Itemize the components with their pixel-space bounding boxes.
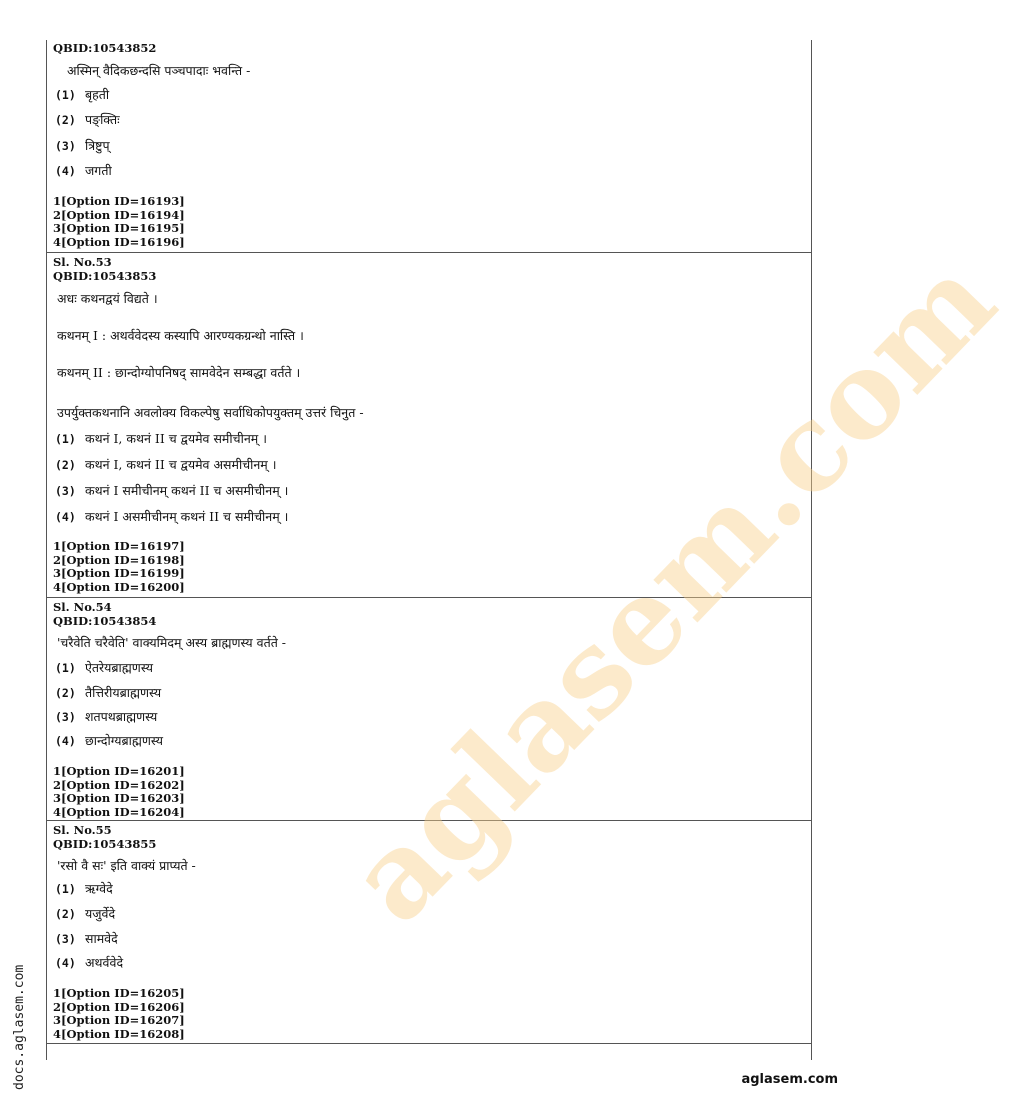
serial-number: Sl. No.55	[53, 823, 112, 837]
option-number: (2)	[55, 907, 76, 921]
serial-number: Sl. No.54	[53, 600, 112, 614]
option-id: 2[Option ID=16198]	[53, 552, 185, 567]
option-id: 1[Option ID=16197]	[53, 539, 185, 553]
option-text: तैत्तिरीयब्राह्मणस्य	[85, 685, 162, 700]
option-id: 1[Option ID=16201]	[53, 764, 185, 778]
question-text: 'चरैवेति चरैवेति' वाक्यमिदम् अस्य ब्राह्मणस्य वर्तते -	[57, 635, 287, 650]
option-2	[55, 111, 120, 128]
option-id: 3[Option ID=16203]	[53, 791, 185, 805]
qbid: QBID:10543852	[53, 41, 157, 55]
option-number: (2)	[55, 458, 76, 472]
option-id: 1[Option ID=16205]	[53, 986, 185, 1000]
serial-number: Sl. No.53	[53, 255, 112, 269]
option-id-list	[53, 987, 185, 1041]
option-number: (1)	[55, 432, 76, 446]
option-text: कथनं I समीचीनम् कथनं II च असमीचीनम् ।	[85, 483, 289, 498]
instruction-text: उपर्युक्तकथनानि अवलोक्य विकल्पेषु सर्वाधिकोपयुक्तम् उत्तरं चिनुत -	[57, 405, 364, 420]
option-text: पङ्क्तिः	[85, 112, 120, 127]
option-id-list	[53, 195, 185, 249]
option-text: कथनं I असमीचीनम् कथनं II च समीचीनम् ।	[85, 509, 289, 524]
qbid: QBID:10543855	[53, 837, 157, 851]
option-1	[55, 430, 267, 447]
option-id: 3[Option ID=16199]	[53, 566, 185, 580]
option-text: जगती	[85, 163, 112, 178]
footer-site-link[interactable]: aglasem.com	[741, 1072, 838, 1087]
option-1	[55, 880, 113, 897]
option-id-list	[53, 540, 185, 594]
option-text: यजुर्वेदे	[85, 906, 116, 921]
option-id: 1[Option ID=16193]	[53, 194, 185, 208]
statement-1: कथनम् I : अथर्ववेदस्य कस्यापि आरण्यकग्रन्थो नास्ति ।	[57, 328, 304, 343]
option-text: त्रिष्टुप्	[85, 138, 110, 153]
option-id: 4[Option ID=16200]	[53, 579, 185, 594]
option-3	[55, 482, 288, 499]
question-block-54	[47, 597, 811, 821]
option-4	[55, 954, 123, 971]
option-text: बृहती	[85, 87, 110, 102]
option-2	[55, 456, 277, 473]
option-id: 4[Option ID=16196]	[53, 234, 185, 249]
question-block-53	[47, 252, 811, 598]
question-block-52	[47, 40, 811, 252]
option-number: (4)	[55, 510, 76, 524]
option-id-list	[53, 765, 185, 819]
option-4	[55, 162, 112, 179]
option-text: कथनं I, कथनं II च द्वयमेव समीचीनम् ।	[85, 431, 267, 446]
side-url-text: docs.aglasem.com	[12, 964, 27, 1090]
option-number: (4)	[55, 734, 76, 748]
question-text: अस्मिन् वैदिकछन्दसि पञ्चपादाः भवन्ति -	[67, 63, 251, 78]
option-number: (3)	[55, 139, 76, 153]
option-3	[55, 137, 110, 154]
option-id: 2[Option ID=16194]	[53, 207, 185, 222]
option-3	[55, 708, 157, 725]
option-4	[55, 508, 288, 525]
option-text: कथनं I, कथनं II च द्वयमेव असमीचीनम् ।	[85, 457, 277, 472]
question-paper-frame	[46, 40, 812, 1060]
option-id: 2[Option ID=16206]	[53, 999, 185, 1014]
option-number: (1)	[55, 88, 76, 102]
option-number: (1)	[55, 661, 76, 675]
option-id: 3[Option ID=16207]	[53, 1013, 185, 1027]
watermark: aglasem.com	[321, 230, 1021, 949]
qbid: QBID:10543854	[53, 614, 157, 628]
option-number: (4)	[55, 164, 76, 178]
question-block-55	[47, 820, 811, 1044]
statement-2: कथनम् II : छान्दोग्योपनिषद् सामवेदेन सम्बद्धा वर्तते ।	[57, 365, 301, 380]
option-text: अथर्ववेदे	[85, 955, 124, 970]
option-id: 4[Option ID=16208]	[53, 1026, 185, 1041]
option-number: (3)	[55, 484, 76, 498]
question-text: 'रसो वै सः' इति वाक्यं प्राप्यते -	[57, 858, 196, 873]
option-number: (2)	[55, 686, 76, 700]
option-id: 4[Option ID=16204]	[53, 804, 185, 819]
option-3	[55, 930, 118, 947]
option-1	[55, 86, 109, 103]
option-2	[55, 905, 115, 922]
option-number: (4)	[55, 956, 76, 970]
option-text: ऋग्वेदे	[85, 881, 113, 896]
option-4	[55, 732, 163, 749]
option-id: 3[Option ID=16195]	[53, 221, 185, 235]
option-number: (3)	[55, 932, 76, 946]
qbid: QBID:10543853	[53, 269, 157, 283]
question-text: अधः कथनद्वयं विद्यते ।	[57, 291, 158, 306]
option-1	[55, 659, 153, 676]
option-id: 2[Option ID=16202]	[53, 777, 185, 792]
bottom-divider	[47, 1043, 811, 1061]
option-text: छान्दोग्यब्राह्मणस्य	[85, 733, 164, 748]
option-text: ऐतरेयब्राह्मणस्य	[85, 660, 153, 675]
option-2	[55, 684, 161, 701]
option-text: शतपथब्राह्मणस्य	[85, 709, 158, 724]
option-text: सामवेदे	[85, 931, 118, 946]
option-number: (3)	[55, 710, 76, 724]
option-number: (1)	[55, 882, 76, 896]
option-number: (2)	[55, 113, 76, 127]
